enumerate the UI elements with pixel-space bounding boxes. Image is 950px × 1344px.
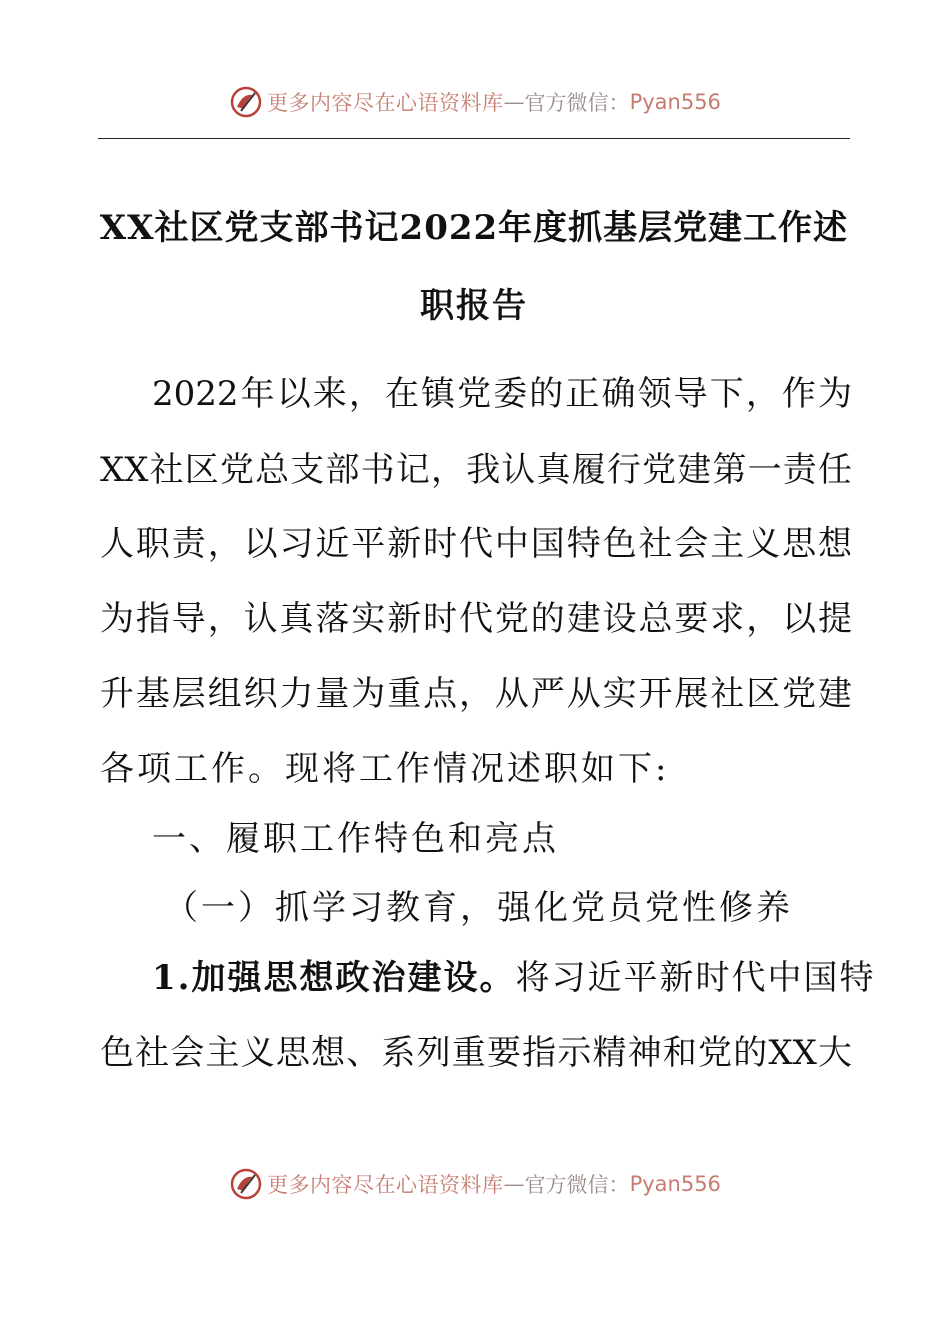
paragraph-line: 升基层组织力量为重点，从严从实开展社区党建 bbox=[100, 674, 852, 714]
section-heading: 一、履职工作特色和亮点 bbox=[152, 819, 559, 859]
watermark-text: 更多内容尽在心语资料库 bbox=[267, 1173, 504, 1197]
watermark-wechat-label: 官方微信： bbox=[524, 91, 630, 115]
watermark-wechat-label: 官方微信： bbox=[524, 1173, 630, 1197]
item-1-text: 将习近平新时代中国特 bbox=[515, 958, 876, 998]
header-divider bbox=[98, 138, 850, 139]
document-title-line2: 职报告 bbox=[420, 286, 528, 326]
document-title-line1: XX社区党支部书记2022年度抓基层党建工作述 bbox=[99, 208, 849, 248]
pen-swirl-logo-icon bbox=[229, 85, 263, 119]
item-1-line bbox=[100, 958, 876, 998]
paragraph-line: 人职责，以习近平新时代中国特色社会主义思想 bbox=[100, 524, 852, 564]
watermark-banner-bottom bbox=[0, 1162, 950, 1206]
watermark-text: 更多内容尽在心语资料库 bbox=[267, 91, 504, 115]
pen-swirl-logo-icon bbox=[229, 1167, 263, 1201]
subsection-heading: （一）抓学习教育，强化党员党性修养 bbox=[164, 888, 793, 928]
watermark-wechat-id: Pyan556 bbox=[629, 1172, 721, 1196]
paragraph-line: 各项工作。现将工作情况述职如下: bbox=[100, 749, 670, 789]
item-1-line2: 色社会主义思想、系列重要指示精神和党的XX大 bbox=[100, 1033, 852, 1073]
paragraph-line: XX社区党总支部书记，我认真履行党建第一责任 bbox=[100, 450, 852, 490]
watermark-wechat-id: Pyan556 bbox=[629, 90, 721, 114]
watermark-separator: — bbox=[503, 1172, 525, 1196]
paragraph-line: 为指导，认真落实新时代党的建设总要求，以提 bbox=[100, 599, 852, 639]
paragraph-line: 2022年以来，在镇党委的正确领导下，作为 bbox=[152, 374, 852, 414]
watermark-banner-top bbox=[0, 80, 950, 124]
watermark-separator: — bbox=[503, 90, 525, 114]
item-1-lead: 1.加强思想政治建设。 bbox=[152, 958, 516, 998]
